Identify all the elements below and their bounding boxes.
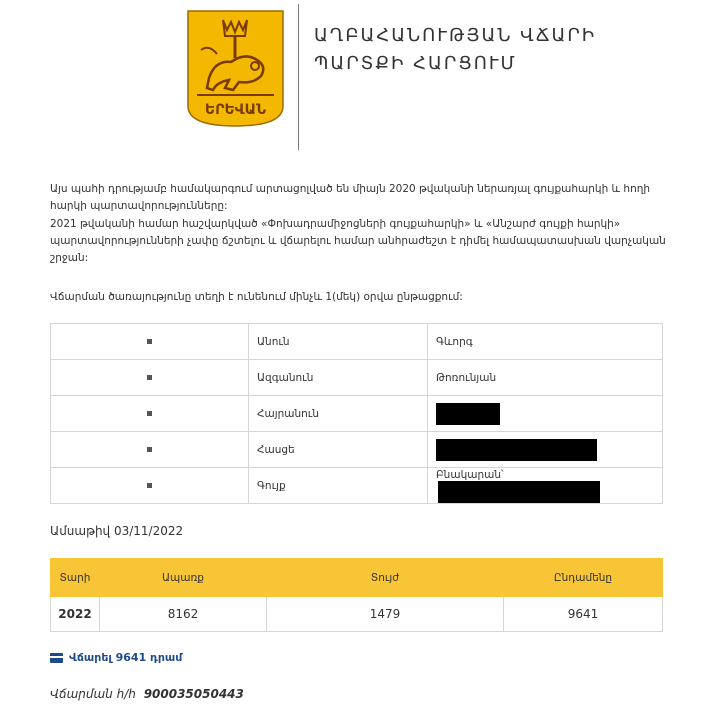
table-row bbox=[51, 597, 663, 632]
col-header-total: Ընդամենը bbox=[504, 559, 663, 597]
col-header-year: Տարի bbox=[51, 559, 100, 597]
header-divider bbox=[298, 4, 299, 150]
order-number-line bbox=[50, 687, 244, 701]
bullet-icon bbox=[147, 447, 152, 452]
year-cell: 2022 bbox=[51, 597, 100, 632]
payments-table bbox=[50, 558, 663, 632]
table-row bbox=[51, 324, 663, 360]
table-row bbox=[51, 432, 663, 468]
table-header-row bbox=[51, 559, 663, 597]
total-cell: 9641 bbox=[504, 597, 663, 632]
bullet-icon bbox=[147, 339, 152, 344]
row-label: Անուն bbox=[249, 324, 428, 360]
order-number: 900035050443 bbox=[143, 687, 244, 701]
col-header-arrears: Ապառք bbox=[100, 559, 267, 597]
bullet-icon bbox=[147, 411, 152, 416]
row-label: Հայրանուն bbox=[249, 396, 428, 432]
service-note: Վճարման ծառայությունը տեղի է ունենում մինչև 1(մեկ) օրվա ընթացքում: bbox=[50, 291, 463, 303]
table-row bbox=[51, 468, 663, 504]
credit-card-icon bbox=[50, 653, 63, 663]
redacted-value bbox=[436, 439, 597, 461]
owner-info-table bbox=[50, 323, 663, 504]
row-label: Հասցե bbox=[249, 432, 428, 468]
row-label: Ազգանուն bbox=[249, 360, 428, 396]
pay-button[interactable] bbox=[50, 651, 182, 664]
col-header-penalty: Տույժ bbox=[267, 559, 504, 597]
row-value: Թոռունյան bbox=[428, 360, 663, 396]
row-label: Գույք bbox=[249, 468, 428, 504]
bullet-icon bbox=[147, 483, 152, 488]
row-value: Բնակարան՝ bbox=[436, 468, 504, 481]
page-title-line1: ԱՂԲԱՀԱՆՈՒԹՅԱՆ ՎՃԱՐԻ bbox=[314, 25, 597, 46]
row-value: Գևորգ bbox=[428, 324, 663, 360]
pay-button-label: Վճարել 9641 դրամ bbox=[69, 651, 183, 664]
intro-paragraph-2: 2021 թվականի համար հաշվարկված «Փոխադրամիջոցների գույքահարկի» և «Անշարժ գույքի հարկի» պարտավորությունների չափը ճշտելու և վճարելու համար անհրաժեշտ է դիմել համապատասխան վարչական շրջան: bbox=[50, 218, 666, 264]
redacted-value bbox=[438, 481, 600, 503]
arrears-cell: 8162 bbox=[100, 597, 267, 632]
table-row bbox=[51, 360, 663, 396]
date-line: Ամսաթիվ 03/11/2022 bbox=[50, 524, 184, 538]
bullet-icon bbox=[147, 375, 152, 380]
intro-paragraph-1: Այս պահի դրությամբ համակարգում արտացոլված են միայն 2020 թվականի ներառյալ գույքահարկի և հողի հարկի պարտավորությունները: bbox=[50, 183, 651, 212]
yerevan-logo bbox=[187, 10, 284, 127]
penalty-cell: 1479 bbox=[267, 597, 504, 632]
logo-text: ԵՐԵՎԱՆ bbox=[204, 102, 267, 118]
page-title-line2: ՊԱՐՏՔԻ ՀԱՐՑՈՒՄ bbox=[314, 53, 517, 74]
redacted-value bbox=[436, 403, 500, 425]
order-label: Վճարման հ/հ bbox=[50, 687, 136, 701]
table-row bbox=[51, 396, 663, 432]
